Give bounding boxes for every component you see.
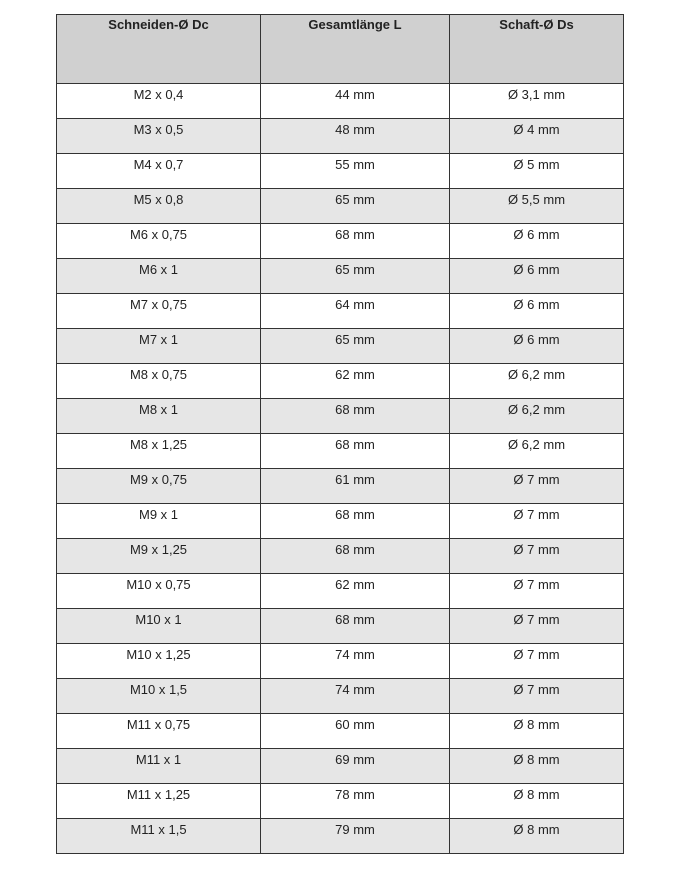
table-row xyxy=(57,224,624,259)
cell-shank-diameter: Ø 6 mm xyxy=(450,329,624,364)
table-row xyxy=(57,84,624,119)
table-header xyxy=(57,15,624,84)
table-row xyxy=(57,784,624,819)
cell-total-length: 68 mm xyxy=(261,504,450,539)
cell-total-length: 65 mm xyxy=(261,259,450,294)
table-row xyxy=(57,119,624,154)
cell-shank-diameter: Ø 7 mm xyxy=(450,504,624,539)
cell-cutting-diameter: M10 x 0,75 xyxy=(57,574,261,609)
column-header-cutting-diameter: Schneiden-Ø Dc xyxy=(57,15,261,84)
cell-cutting-diameter: M6 x 1 xyxy=(57,259,261,294)
cell-cutting-diameter: M11 x 1,25 xyxy=(57,784,261,819)
cell-cutting-diameter: M11 x 1,5 xyxy=(57,819,261,854)
cell-shank-diameter: Ø 8 mm xyxy=(450,784,624,819)
cell-shank-diameter: Ø 7 mm xyxy=(450,679,624,714)
cell-shank-diameter: Ø 6,2 mm xyxy=(450,364,624,399)
cell-total-length: 55 mm xyxy=(261,154,450,189)
cell-cutting-diameter: M7 x 1 xyxy=(57,329,261,364)
table-row xyxy=(57,154,624,189)
cell-cutting-diameter: M9 x 1 xyxy=(57,504,261,539)
cell-total-length: 65 mm xyxy=(261,189,450,224)
cell-cutting-diameter: M11 x 0,75 xyxy=(57,714,261,749)
table-row xyxy=(57,504,624,539)
table-row xyxy=(57,714,624,749)
cell-total-length: 60 mm xyxy=(261,714,450,749)
cell-shank-diameter: Ø 8 mm xyxy=(450,714,624,749)
table-row xyxy=(57,819,624,854)
cell-shank-diameter: Ø 3,1 mm xyxy=(450,84,624,119)
cell-shank-diameter: Ø 5,5 mm xyxy=(450,189,624,224)
spec-table-container xyxy=(56,14,623,854)
cell-total-length: 68 mm xyxy=(261,434,450,469)
cell-shank-diameter: Ø 8 mm xyxy=(450,819,624,854)
cell-shank-diameter: Ø 7 mm xyxy=(450,469,624,504)
table-row xyxy=(57,189,624,224)
table-row xyxy=(57,259,624,294)
table-body xyxy=(57,84,624,854)
cell-total-length: 61 mm xyxy=(261,469,450,504)
cell-cutting-diameter: M9 x 1,25 xyxy=(57,539,261,574)
cell-cutting-diameter: M10 x 1,5 xyxy=(57,679,261,714)
cell-cutting-diameter: M5 x 0,8 xyxy=(57,189,261,224)
cell-total-length: 64 mm xyxy=(261,294,450,329)
cell-total-length: 68 mm xyxy=(261,609,450,644)
cell-total-length: 74 mm xyxy=(261,679,450,714)
cell-shank-diameter: Ø 7 mm xyxy=(450,574,624,609)
cell-shank-diameter: Ø 6 mm xyxy=(450,259,624,294)
table-row xyxy=(57,749,624,784)
table-row xyxy=(57,679,624,714)
cell-shank-diameter: Ø 4 mm xyxy=(450,119,624,154)
column-header-total-length: Gesamtlänge L xyxy=(261,15,450,84)
cell-shank-diameter: Ø 6,2 mm xyxy=(450,399,624,434)
header-row xyxy=(57,15,624,84)
table-row xyxy=(57,329,624,364)
cell-cutting-diameter: M8 x 1 xyxy=(57,399,261,434)
cell-shank-diameter: Ø 7 mm xyxy=(450,644,624,679)
cell-total-length: 62 mm xyxy=(261,364,450,399)
table-row xyxy=(57,469,624,504)
table-row xyxy=(57,609,624,644)
cell-cutting-diameter: M10 x 1,25 xyxy=(57,644,261,679)
cell-shank-diameter: Ø 6 mm xyxy=(450,224,624,259)
cell-total-length: 79 mm xyxy=(261,819,450,854)
cell-shank-diameter: Ø 6,2 mm xyxy=(450,434,624,469)
cell-total-length: 44 mm xyxy=(261,84,450,119)
cell-shank-diameter: Ø 7 mm xyxy=(450,539,624,574)
cell-shank-diameter: Ø 8 mm xyxy=(450,749,624,784)
cell-total-length: 69 mm xyxy=(261,749,450,784)
table-row xyxy=(57,364,624,399)
cell-total-length: 68 mm xyxy=(261,399,450,434)
cell-shank-diameter: Ø 6 mm xyxy=(450,294,624,329)
table-row xyxy=(57,294,624,329)
cell-cutting-diameter: M9 x 0,75 xyxy=(57,469,261,504)
cell-cutting-diameter: M3 x 0,5 xyxy=(57,119,261,154)
cell-cutting-diameter: M11 x 1 xyxy=(57,749,261,784)
cell-cutting-diameter: M6 x 0,75 xyxy=(57,224,261,259)
cell-total-length: 78 mm xyxy=(261,784,450,819)
table-row xyxy=(57,399,624,434)
cell-shank-diameter: Ø 7 mm xyxy=(450,609,624,644)
cell-cutting-diameter: M8 x 0,75 xyxy=(57,364,261,399)
cell-cutting-diameter: M4 x 0,7 xyxy=(57,154,261,189)
table-row xyxy=(57,539,624,574)
cell-total-length: 68 mm xyxy=(261,224,450,259)
spec-table xyxy=(56,14,624,854)
cell-cutting-diameter: M10 x 1 xyxy=(57,609,261,644)
cell-total-length: 62 mm xyxy=(261,574,450,609)
table-row xyxy=(57,644,624,679)
table-row xyxy=(57,434,624,469)
cell-cutting-diameter: M2 x 0,4 xyxy=(57,84,261,119)
cell-cutting-diameter: M7 x 0,75 xyxy=(57,294,261,329)
cell-total-length: 65 mm xyxy=(261,329,450,364)
column-header-shank-diameter: Schaft-Ø Ds xyxy=(450,15,624,84)
cell-total-length: 48 mm xyxy=(261,119,450,154)
cell-total-length: 74 mm xyxy=(261,644,450,679)
table-row xyxy=(57,574,624,609)
cell-total-length: 68 mm xyxy=(261,539,450,574)
cell-cutting-diameter: M8 x 1,25 xyxy=(57,434,261,469)
cell-shank-diameter: Ø 5 mm xyxy=(450,154,624,189)
